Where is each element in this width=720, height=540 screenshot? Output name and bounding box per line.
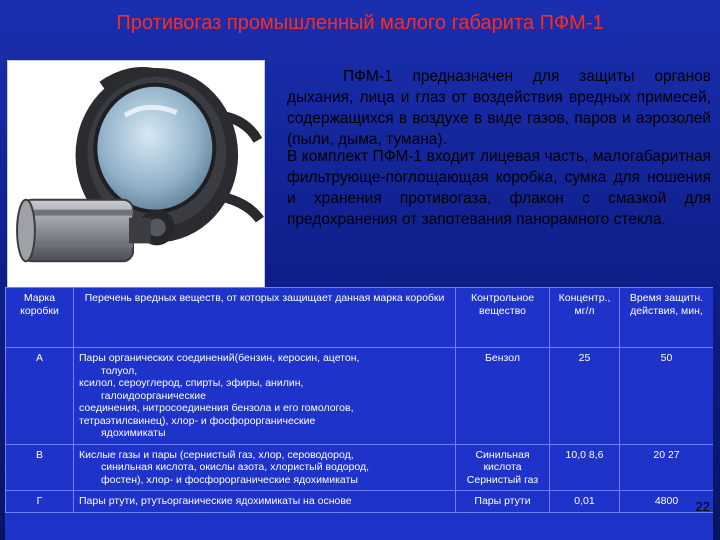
slide-title: Противогаз промышленный малого габарита ПФМ-1 — [116, 12, 604, 34]
substance-line: Кислые газы и пары (сернистый газ, хлор, сероводород, — [79, 448, 354, 461]
kit-paragraph: В комплект ПФМ-1 входит лицевая часть, малогабаритная фильтрующе-поглощающая коробка, сумка для ношения и хранения противогаза, флакон с смазкой для предохранения от запотевания панорамного стекла. — [287, 148, 711, 228]
cell-mark: В — [6, 444, 74, 491]
cell-mark: Г — [6, 491, 74, 513]
substance-line: ксилол, сероуглерод, спирты, эфиры, анилин, — [79, 377, 304, 389]
cell-concentration: 0,01 — [550, 491, 620, 513]
cell-mark: А — [6, 348, 74, 445]
substance-line: Пары органических соединений(бензин, керосин, ацетон, — [79, 352, 360, 364]
substance-line: толуол, — [101, 364, 138, 377]
substance-line: тетраэтилсвинец), хлор- и фосфорорганические — [79, 414, 316, 427]
table-row — [6, 491, 714, 513]
cell-control: Синильная кислота Сернистый газ — [456, 444, 550, 491]
gas-mask-icon — [8, 61, 264, 287]
header-substances: Перечень вредных веществ, от которых защищает данная марка коробки — [74, 288, 456, 348]
page-number: 22 — [695, 499, 710, 514]
header-concentration: Концентр., мг/л — [550, 288, 620, 348]
gas-mask-photo — [7, 60, 265, 288]
header-time: Время защитн. действия, мин, — [620, 288, 714, 348]
cell-time: 4800 — [620, 491, 714, 513]
substance-line: соединения, нитросоединения бензола и его гомологов, — [79, 402, 354, 414]
purpose-paragraph: ПФМ-1 предназначен для защиты органов дыхания, лица и глаз от воздействия вредных примесей, содержащихся в воздухе в виде газов, паров и аэрозолей (пыли, дыма, тумана). — [287, 68, 711, 148]
canister-table — [5, 287, 713, 540]
cell-control: Пары ртути — [456, 491, 550, 513]
header-control: Контрольное вещество — [456, 288, 550, 348]
substance-line: галоидоорганические — [101, 389, 206, 402]
cell-concentration: 10,0 8,6 — [550, 444, 620, 491]
table-header-row — [6, 288, 714, 348]
header-mark: Марка коробки — [6, 288, 74, 348]
substance-line: фостен), хлор- и фосфорорганические ядохимикаты — [101, 473, 358, 486]
table-row — [6, 348, 714, 445]
cell-control: Бензол — [456, 348, 550, 445]
table-row — [6, 444, 714, 491]
cell-time: 20 27 — [620, 444, 714, 491]
cell-substances — [74, 444, 456, 491]
cell-time: 50 — [620, 348, 714, 445]
cell-substances — [74, 491, 456, 513]
cell-substances — [74, 348, 456, 445]
substance-line: синильная кислота, окислы азота, хлористый водород, — [101, 461, 370, 473]
cell-concentration: 25 — [550, 348, 620, 445]
substance-line: ядохимикаты — [101, 427, 166, 439]
description-text — [287, 66, 711, 230]
substance-line: Пары ртути, ртутьорганические ядохимикаты на основе — [79, 495, 352, 507]
